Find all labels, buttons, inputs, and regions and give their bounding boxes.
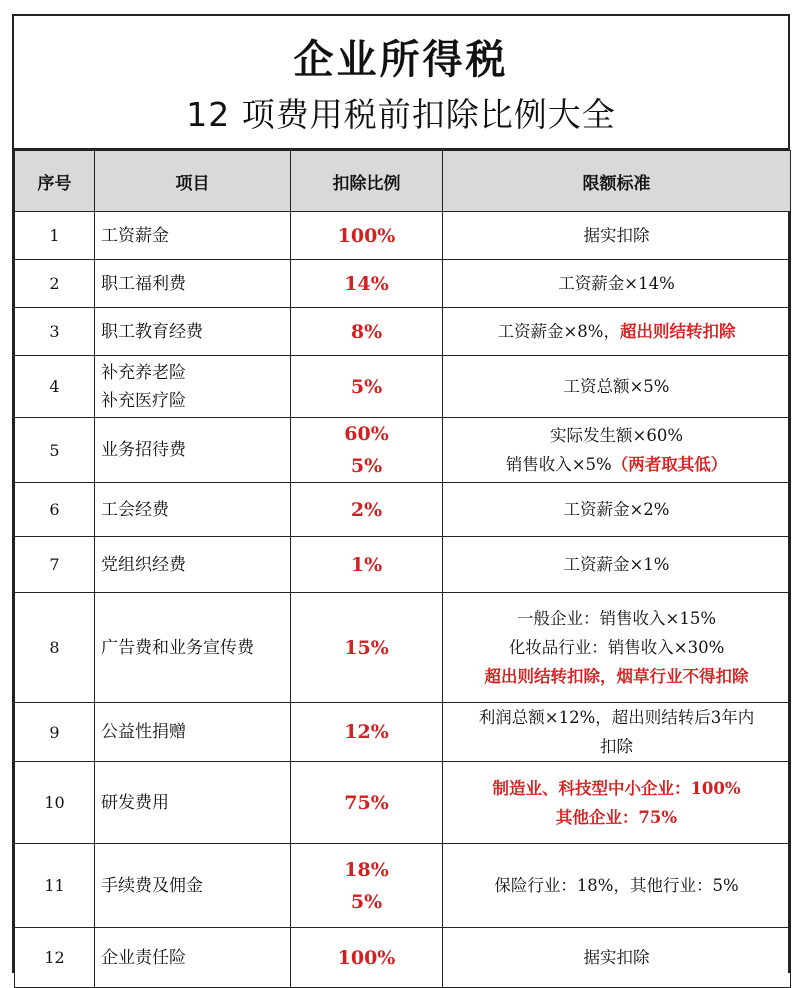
title-block <box>14 16 788 150</box>
row-number: 7 <box>15 537 95 593</box>
table-row <box>15 593 791 703</box>
ratio-value: 8% <box>350 320 383 343</box>
row-number: 9 <box>15 703 95 762</box>
deduction-ratio <box>291 483 443 537</box>
limit-text: 化妆品行业：销售收入×30% <box>508 638 725 657</box>
deduction-ratio <box>291 928 443 988</box>
column-header-no: 序号 <box>15 151 95 212</box>
limit-line <box>447 372 786 401</box>
deduction-ratio <box>291 537 443 593</box>
limit-highlight-text: 超出则结转扣除 <box>620 322 736 341</box>
ratio-value: 2% <box>350 498 383 521</box>
item-name <box>95 483 291 537</box>
limit-text: 工资总额×5% <box>563 377 670 396</box>
item-name-line: 公益性捐赠 <box>101 722 186 742</box>
ratio-value: 5% <box>350 455 383 477</box>
item-name <box>95 356 291 418</box>
row-number: 10 <box>15 762 95 844</box>
limit-highlight-text: 制造业、科技型中小企业：100% <box>492 778 741 798</box>
limit-text: 工资薪金×2% <box>563 500 670 519</box>
deduction-ratio <box>291 844 443 928</box>
table-row <box>15 928 791 988</box>
item-name-line: 研发费用 <box>101 792 169 813</box>
column-header-item: 项目 <box>95 151 291 212</box>
limit-standard <box>443 483 791 537</box>
ratio-value: 60% <box>344 423 389 445</box>
row-number: 4 <box>15 356 95 418</box>
limit-line <box>447 421 786 450</box>
ratio-value: 18% <box>344 858 389 881</box>
limit-line <box>447 269 786 298</box>
item-name <box>95 593 291 703</box>
row-number: 8 <box>15 593 95 703</box>
table-body <box>15 212 791 988</box>
limit-standard <box>443 212 791 260</box>
deduction-ratio <box>291 418 443 483</box>
item-name-line: 职工福利费 <box>101 273 186 294</box>
column-header-ratio: 扣除比例 <box>291 151 443 212</box>
limit-line <box>447 550 786 579</box>
limit-line <box>447 803 786 832</box>
limit-line <box>447 662 786 691</box>
table-row <box>15 483 791 537</box>
table-row <box>15 212 791 260</box>
item-name-line: 工会经费 <box>101 499 169 520</box>
item-name-line: 补充养老险 <box>101 362 186 383</box>
page-title: 企业所得税 <box>293 37 509 83</box>
limit-text: 工资薪金×1% <box>563 555 670 574</box>
item-name-line: 广告费和业务宣传费 <box>101 637 254 658</box>
deduction-ratio <box>291 356 443 418</box>
limit-line <box>447 943 786 972</box>
limit-highlight-text: （两者取其低） <box>611 455 728 474</box>
limit-highlight-text: 其他企业：75% <box>555 807 678 827</box>
limit-text: 据实扣除 <box>583 226 650 245</box>
item-name <box>95 928 291 988</box>
limit-highlight-text: 超出则结转扣除，烟草行业不得扣除 <box>484 667 749 686</box>
limit-line <box>447 317 786 346</box>
table-row <box>15 308 791 356</box>
item-name-line: 企业责任险 <box>101 947 186 968</box>
limit-standard <box>443 260 791 308</box>
item-name-line: 手续费及佣金 <box>101 875 203 896</box>
row-number: 6 <box>15 483 95 537</box>
limit-standard <box>443 928 791 988</box>
limit-line <box>447 871 786 900</box>
deduction-ratio <box>291 212 443 260</box>
item-name-line: 工资薪金 <box>101 225 169 246</box>
limit-line <box>447 450 786 479</box>
ratio-value: 75% <box>344 791 389 814</box>
page-subtitle: 12 项费用税前扣除比例大全 <box>186 95 616 134</box>
limit-standard <box>443 356 791 418</box>
deduction-ratio <box>291 762 443 844</box>
limit-standard <box>443 308 791 356</box>
deduction-ratio <box>291 260 443 308</box>
limit-text: 一般企业：销售收入×15% <box>517 609 716 628</box>
row-number: 3 <box>15 308 95 356</box>
item-name <box>95 703 291 762</box>
row-number: 12 <box>15 928 95 988</box>
limit-line <box>447 495 786 524</box>
deduction-sheet <box>12 14 790 973</box>
item-name-line: 业务招待费 <box>101 440 186 460</box>
item-name <box>95 418 291 483</box>
item-name-line: 党组织经费 <box>101 554 186 575</box>
limit-text: 实际发生额×60% <box>550 426 683 445</box>
item-name <box>95 762 291 844</box>
column-header-limit: 限额标准 <box>443 151 791 212</box>
deduction-ratio <box>291 308 443 356</box>
item-name <box>95 537 291 593</box>
table-row <box>15 762 791 844</box>
limit-text: 利润总额×12%，超出则结转后3年内 <box>478 708 755 727</box>
deduction-ratio <box>291 593 443 703</box>
ratio-value: 100% <box>337 224 396 247</box>
limit-text: 保险行业：18%，其他行业：5% <box>494 876 739 895</box>
limit-standard <box>443 593 791 703</box>
deduction-table <box>14 150 791 988</box>
item-name <box>95 260 291 308</box>
row-number: 2 <box>15 260 95 308</box>
limit-line <box>447 604 786 633</box>
item-name <box>95 844 291 928</box>
ratio-value: 15% <box>344 636 389 659</box>
ratio-value: 1% <box>350 553 383 576</box>
table-row <box>15 356 791 418</box>
item-name-line: 职工教育经费 <box>101 321 203 342</box>
table-row <box>15 260 791 308</box>
ratio-value: 5% <box>350 375 383 398</box>
limit-text: 工资薪金×8%， <box>497 322 620 341</box>
ratio-value: 5% <box>350 890 383 913</box>
table-row <box>15 844 791 928</box>
table-row <box>15 703 791 762</box>
limit-text: 扣除 <box>600 737 633 756</box>
limit-line <box>447 633 786 662</box>
deduction-ratio <box>291 703 443 762</box>
row-number: 1 <box>15 212 95 260</box>
limit-standard <box>443 703 791 762</box>
table-header-row <box>15 151 791 212</box>
ratio-value: 12% <box>344 721 389 743</box>
limit-standard <box>443 537 791 593</box>
limit-standard <box>443 762 791 844</box>
item-name <box>95 308 291 356</box>
limit-line <box>447 732 786 761</box>
limit-text: 据实扣除 <box>583 948 650 967</box>
limit-text: 销售收入×5% <box>505 455 612 474</box>
limit-standard <box>443 844 791 928</box>
item-name <box>95 212 291 260</box>
limit-standard <box>443 418 791 483</box>
ratio-value: 14% <box>344 272 389 295</box>
table-row <box>15 537 791 593</box>
limit-line <box>447 774 786 803</box>
limit-line <box>447 221 786 250</box>
table-row <box>15 418 791 483</box>
row-number: 11 <box>15 844 95 928</box>
ratio-value: 100% <box>337 946 396 969</box>
limit-line <box>447 703 786 732</box>
row-number: 5 <box>15 418 95 483</box>
item-name-line: 补充医疗险 <box>101 390 186 411</box>
limit-text: 工资薪金×14% <box>558 274 675 293</box>
